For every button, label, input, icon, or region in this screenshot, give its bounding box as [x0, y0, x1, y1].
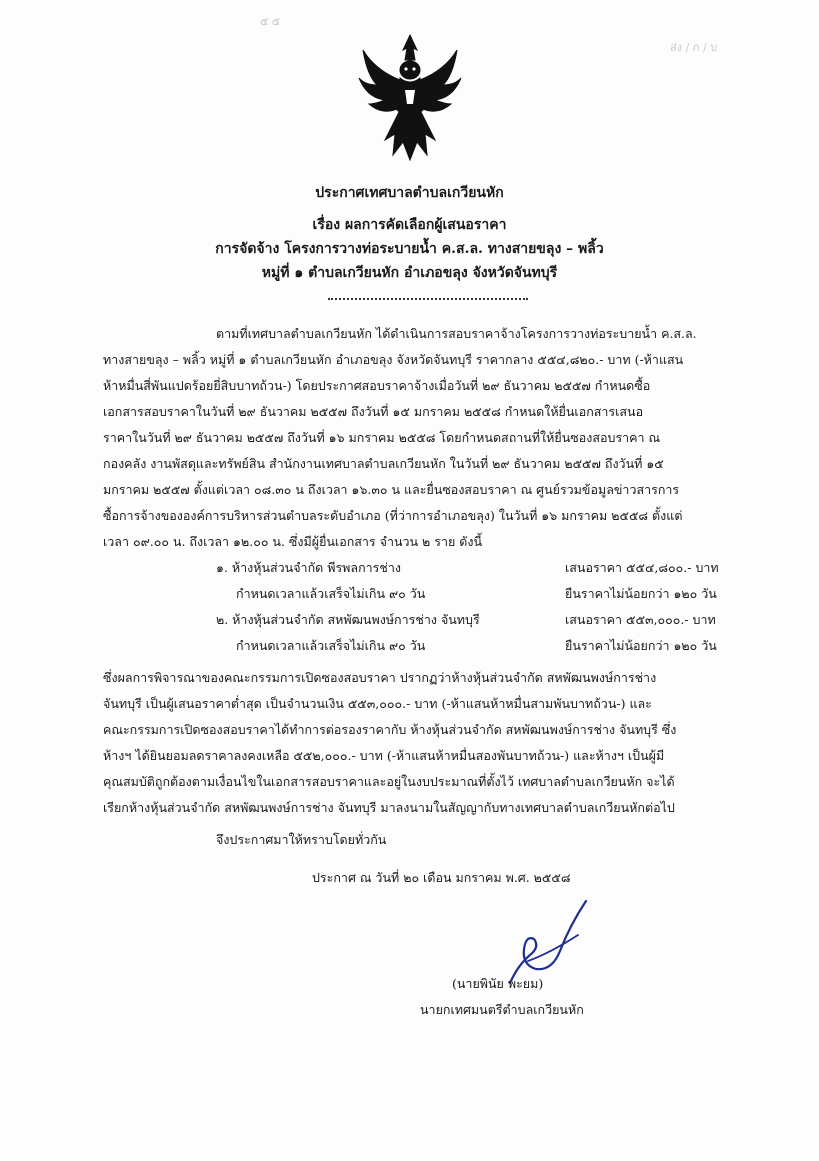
- body-line: เอกสารสอบราคาในวันที่ ๒๙ ธันวาคม ๒๕๕๗ ถึงวันที่ ๑๕ มกราคม ๒๕๕๘ กำหนดให้ยื่นเอกสารเสนอ: [103, 404, 644, 419]
- body-line: เวลา ๐๙.๐๐ น. ถึงเวลา ๑๒.๐๐ น. ซึ่งมีผู้ยื่นเอกสาร จำนวน ๒ ราย ดังนี้: [103, 534, 483, 549]
- bidder-deadline: กำหนดเวลาแล้วเสร็จไม่เกิน ๙๐ วัน: [236, 638, 426, 653]
- result-line: คณะกรรมการเปิดซองสอบราคาได้ทำการต่อรองราคากับ ห้างหุ้นส่วนจำกัด สหพัฒนพงษ์การช่าง จันทบุรี ซึ่ง: [103, 722, 677, 737]
- bidder-validity: ยืนราคาไม่น้อยกว่า ๑๒๐ วัน: [565, 638, 717, 653]
- body-line: ซื้อการจ้างขององค์การบริหารส่วนตำบลระดับอำเภอ (ที่ว่าการอำเภอขลุง) ในวันที่ ๑๖ มกราคม ๒๕๕๘ ตั้งแต่: [103, 508, 683, 523]
- subject-line: เรื่อง ผลการคัดเลือกผู้เสนอราคา: [312, 217, 507, 233]
- garuda-emblem-icon: [355, 30, 465, 165]
- location-line: หมู่ที่ ๑ ตำบลเกวียนหัก อำเภอขลุง จังหวัดจันทบุรี: [261, 265, 558, 281]
- date-line: ประกาศ ณ วันที่ ๒๐ เดือน มกราคม พ.ศ. ๒๕๕๘: [312, 870, 571, 885]
- bidder-name: ๒. ห้างหุ้นส่วนจำกัด สหพัฒนพงษ์การช่าง จันทบุรี: [216, 612, 480, 627]
- bidder-name: ๑. ห้างหุ้นส่วนจำกัด พีรพลการช่าง: [216, 560, 401, 575]
- bidder-deadline: กำหนดเวลาแล้วเสร็จไม่เกิน ๙๐ วัน: [236, 586, 426, 601]
- result-line: ห้างฯ ได้ยินยอมลดราคาลงคงเหลือ ๕๕๒,๐๐๐.- บาท (-ห้าแสนห้าหมื่นสองพันบาทถ้วน-) และห้างฯ เป็นผู้มี: [103, 748, 665, 763]
- closing-line: จึงประกาศมาให้ทราบโดยทั่วกัน: [216, 832, 387, 847]
- bidder-offer: เสนอราคา ๕๕๓,๐๐๐.- บาท: [565, 612, 716, 627]
- result-line: ซึ่งผลการพิจารณาของคณะกรรมการเปิดซองสอบราคา ปรากฏว่าห้างหุ้นส่วนจำกัด สหพัฒนพงษ์การช่าง: [103, 670, 657, 685]
- bidder-offer: เสนอราคา ๕๕๔,๘๐๐.- บาท: [565, 560, 719, 575]
- body-line: มกราคม ๒๕๕๗ ตั้งแต่เวลา ๐๘.๓๐ น ถึงเวลา ๑๖.๓๐ น และยื่นซองสอบราคา ณ ศูนย์รวมข้อมูลข่าวสารการ: [103, 482, 680, 497]
- body-line: ทางสายขลุง – พลิ้ว หมู่ที่ ๑ ตำบลเกวียนหัก อำเภอขลุง จังหวัดจันทบุรี ราคากลาง ๕๕๔,๘๒๐.- บาท (-ห้าแสน: [103, 352, 684, 367]
- body-line: ราคาในวันที่ ๒๙ ธันวาคม ๒๕๕๗ ถึงวันที่ ๑๖ มกราคม ๒๕๕๘ โดยกำหนดสถานที่ให้ยื่นซองสอบราคา ณ: [103, 430, 661, 445]
- corner-mark-left: ๕ ๕: [260, 15, 281, 28]
- signatory-position: นายกเทศมนตรีตำบลเกวียนหัก: [420, 1002, 584, 1017]
- corner-mark-right: ส่ง / ก / บ: [670, 41, 718, 54]
- project-line: การจัดจ้าง โครงการวางท่อระบายน้ำ ค.ส.ล. ทางสายขลุง – พลิ้ว: [215, 241, 604, 257]
- body-line: ห้าหมื่นสี่พันแปดร้อยยี่สิบบาทถ้วน-) โดยประกาศสอบราคาจ้างเมื่อวันที่ ๒๙ ธันวาคม ๒๕๕๗ กำหนดซื้อ: [103, 378, 651, 393]
- result-line: จันทบุรี เป็นผู้เสนอราคาต่ำสุด เป็นจำนวนเงิน ๕๕๓,๐๐๐.- บาท (-ห้าแสนห้าหมื่นสามพันบาทถ้วน-) และ: [103, 696, 652, 711]
- separator-dots: [328, 298, 528, 300]
- body-line: กองคลัง งานพัสดุและทรัพย์สิน สำนักงานเทศบาลตำบลเกวียนหัก ในวันที่ ๒๙ ธันวาคม ๒๕๕๗ ถึงวันที่ ๑๕: [103, 456, 664, 471]
- result-line: เรียกห้างหุ้นส่วนจำกัด สหพัฒนพงษ์การช่าง จันทบุรี มาลงนามในสัญญากับทางเทศบาลตำบลเกวียนหักต่อไป: [103, 800, 675, 815]
- body-line: ตามที่เทศบาลตำบลเกวียนหัก ได้ดำเนินการสอบราคาจ้างโครงการวางท่อระบายน้ำ ค.ส.ล.: [216, 326, 697, 341]
- announcement-title: ประกาศเทศบาลตำบลเกวียนหัก: [315, 185, 504, 201]
- bidder-validity: ยืนราคาไม่น้อยกว่า ๑๒๐ วัน: [565, 586, 717, 601]
- result-line: คุณสมบัติถูกต้องตามเงื่อนไขในเอกสารสอบราคาและอยู่ในงบประมาณที่ตั้งไว้ เทศบาลตำบลเกวียนหัก จะได้: [103, 774, 675, 789]
- signatory-name: (นายพินัย พะยม): [452, 976, 544, 991]
